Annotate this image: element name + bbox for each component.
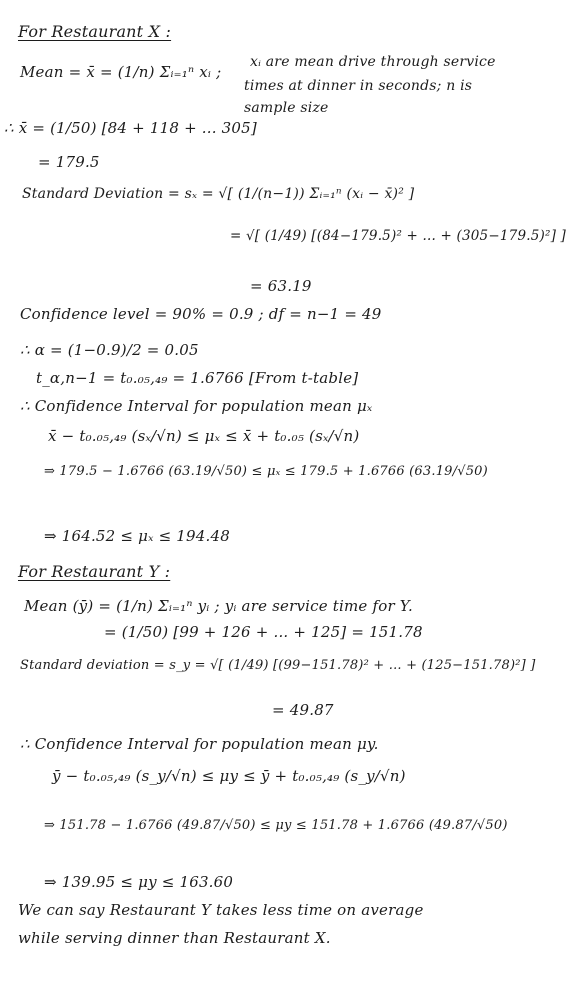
note-line-2: times at dinner in seconds; n is bbox=[244, 78, 473, 94]
ci-title-x: ∴ Confidence Interval for population mean μₓ bbox=[20, 397, 373, 415]
confidence-level: Confidence level = 90% = 0.9 ; df = n−1 = 49 bbox=[20, 305, 382, 323]
conclusion-line-1: We can say Restaurant Y takes less time on average bbox=[18, 901, 424, 919]
ci-formula-y: ȳ − t₀.₀₅,₄₉ (s_y/√n) ≤ μy ≤ ȳ + t₀.₀₅,₄₉ (s_y/√n) bbox=[52, 767, 406, 785]
ci-result-y: ⇒ 139.95 ≤ μy ≤ 163.60 bbox=[44, 873, 234, 891]
sd-value-y: = 49.87 bbox=[272, 701, 334, 719]
ci-substitution-y: ⇒ 151.78 − 1.6766 (49.87/√50) ≤ μy ≤ 151.78 + 1.6766 (49.87/√50) bbox=[44, 818, 508, 833]
t-value: t_α,n−1 = t₀.₀₅,₄₉ = 1.6766 [From t-table] bbox=[36, 369, 359, 387]
note-line-3: sample size bbox=[244, 100, 329, 116]
conclusion-line-2: while serving dinner than Restaurant X. bbox=[18, 929, 331, 947]
mean-definition-y: Mean (ȳ) = (1/n) Σᵢ₌₁ⁿ yᵢ ; yᵢ are service time for Y. bbox=[24, 597, 413, 615]
sd-calculation-x: = √[ (1/49) [(84−179.5)² + ... + (305−179.5)²] ] bbox=[230, 228, 567, 244]
ci-result-x: ⇒ 164.52 ≤ μₓ ≤ 194.48 bbox=[44, 527, 230, 545]
mean-definition-x: Mean = x̄ = (1/n) Σᵢ₌₁ⁿ xᵢ ; bbox=[20, 63, 222, 81]
note-line-1: xᵢ are mean drive through service bbox=[250, 54, 496, 70]
mean-calculation-y: = (1/50) [99 + 126 + ... + 125] = 151.78 bbox=[104, 623, 423, 641]
mean-calculation-x: ∴ x̄ = (1/50) [84 + 118 + ... 305] bbox=[4, 119, 257, 137]
sd-definition-y: Standard deviation = s_y = √[ (1/49) [(99−151.78)² + ... + (125−151.78)²] ] bbox=[20, 658, 536, 673]
sd-value-x: = 63.19 bbox=[250, 277, 312, 295]
ci-title-y: ∴ Confidence Interval for population mean μy. bbox=[20, 735, 379, 753]
restaurant-y-heading: For Restaurant Y : bbox=[18, 562, 171, 581]
mean-value-x: = 179.5 bbox=[38, 153, 100, 171]
ci-substitution-x: ⇒ 179.5 − 1.6766 (63.19/√50) ≤ μₓ ≤ 179.5 + 1.6766 (63.19/√50) bbox=[44, 464, 488, 479]
ci-formula-x: x̄ − t₀.₀₅,₄₉ (sₓ/√n) ≤ μₓ ≤ x̄ + t₀.₀₅ (sₓ/√n) bbox=[48, 427, 360, 445]
restaurant-x-heading: For Restaurant X : bbox=[18, 22, 172, 41]
sd-definition-x: Standard Deviation = sₓ = √[ (1/(n−1)) Σᵢ₌₁ⁿ (xᵢ − x̄)² ] bbox=[22, 186, 415, 202]
alpha-calculation: ∴ α = (1−0.9)/2 = 0.05 bbox=[20, 341, 199, 359]
